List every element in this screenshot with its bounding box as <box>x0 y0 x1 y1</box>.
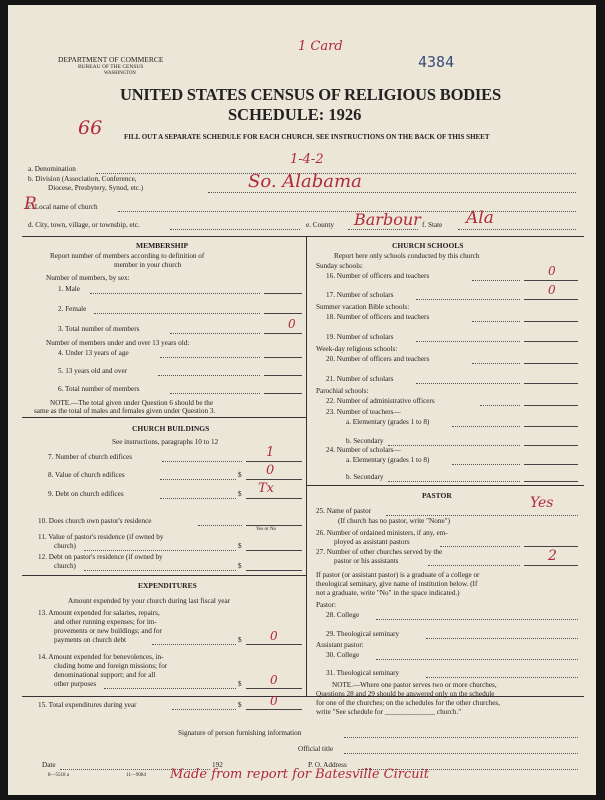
q8-leader <box>160 479 236 480</box>
q5-line <box>264 375 302 376</box>
q5-leader <box>158 375 260 376</box>
q13-line <box>246 644 302 645</box>
q7-line <box>246 461 302 462</box>
expenditures-sub: Amount expended by your church during last fiscal year <box>68 597 231 605</box>
q14-label-4: other purposes <box>54 680 97 688</box>
assistant-sub: Assistant pastor: <box>316 641 364 649</box>
q23a-leader <box>452 426 520 427</box>
pastor-title: PASTOR <box>422 491 452 500</box>
q14-label: 14. Amount expended for benevolences, in- <box>38 653 164 661</box>
q26-leader <box>440 546 520 547</box>
county-label: e. County <box>306 221 334 229</box>
by-sex-label: Number of members, by sex: <box>46 274 130 282</box>
q16-line <box>524 280 578 281</box>
buildings-divider <box>22 575 306 576</box>
schools-divider <box>306 485 584 486</box>
graduate-note-3: not a graduate, write "No" in the space indicated.) <box>316 589 460 597</box>
q25-leader <box>386 515 578 516</box>
pastor-sub: Pastor: <box>316 601 336 609</box>
q30-label: 30. College <box>326 651 360 659</box>
city-line <box>170 229 300 230</box>
membership-divider <box>22 417 306 418</box>
q2-leader <box>94 313 260 314</box>
q12-label: 12. Debt on pastor's residence (if owned by <box>38 553 163 561</box>
q23-elementary: a. Elementary (grades 1 to 8) <box>346 418 430 426</box>
q10-line <box>246 525 302 526</box>
membership-sub: Report number of members according to definition of <box>50 252 205 260</box>
q28-label: 28. College <box>326 611 360 619</box>
local-name-line <box>118 211 576 212</box>
q14-dollar: $ <box>238 680 242 688</box>
bureau-label: BUREAU OF THE CENSUS <box>78 64 144 70</box>
county-line <box>348 229 418 230</box>
pastor-note-3: for one of the churches; on the schedules for the other churches, <box>316 699 501 707</box>
q25-label: 25. Name of pastor <box>316 507 372 515</box>
q9-line <box>246 498 302 499</box>
membership-note: NOTE.—The total given under Question 6 should be the <box>50 399 214 407</box>
q24b-leader <box>388 481 520 482</box>
hw-card: 1 Card <box>298 39 343 54</box>
state-line <box>458 229 576 230</box>
q23-secondary: b. Secondary <box>346 437 384 445</box>
q1-line <box>264 293 302 294</box>
q12-leader <box>84 570 236 571</box>
q13-label-2: and other running expenses; for im- <box>54 618 157 626</box>
denomination-label: a. Denomination <box>28 165 76 173</box>
q19-leader <box>416 341 520 342</box>
q22-line <box>524 405 578 406</box>
hw-division: So. Alabama <box>248 171 362 192</box>
q10-label: 10. Does church own pastor's residence <box>38 517 152 525</box>
hw-value: 0 <box>266 463 275 478</box>
q18-line <box>524 321 578 322</box>
q11-dollar: $ <box>238 542 242 550</box>
q18-label: 18. Number of officers and teachers <box>326 313 430 321</box>
q26-line <box>524 546 578 547</box>
po-address-label: P. O. Address <box>308 761 347 769</box>
q29-label: 29. Theological seminary <box>326 630 400 638</box>
form-schedule: SCHEDULE: 1926 <box>228 105 362 124</box>
hw-q17: 0 <box>548 283 556 297</box>
form-instruction: FILL OUT A SEPARATE SCHEDULE FOR EACH CHURCH. SEE INSTRUCTIONS ON THE BACK OF THIS SHEET <box>124 133 490 141</box>
state-label: f. State <box>422 221 443 229</box>
q15-line <box>246 709 302 710</box>
hw-exp-14: 0 <box>270 673 278 687</box>
q20-line <box>524 363 578 364</box>
q5-label: 5. 13 years old and over <box>58 367 128 375</box>
pastor-note: NOTE.—Where one pastor serves two or more churches, <box>332 681 497 689</box>
q19-label: 19. Number of scholars <box>326 333 394 341</box>
q26-label: 26. Number of ordained ministers, if any, em- <box>316 529 448 537</box>
year-label: 192 <box>212 761 223 769</box>
buildings-title: CHURCH BUILDINGS <box>132 424 210 433</box>
q17-leader <box>416 299 520 300</box>
official-title-label: Official title <box>298 745 334 753</box>
hw-total-members: 0 <box>288 317 296 331</box>
yes-no-hint: Yes or No <box>256 527 277 532</box>
q11-line <box>246 550 302 551</box>
q17-line <box>524 299 578 300</box>
q20-label: 20. Number of officers and teachers <box>326 355 430 363</box>
q11-leader <box>84 550 236 551</box>
hw-pastor: Yes <box>530 495 554 511</box>
q24-elementary: a. Elementary (grades 1 to 8) <box>346 456 430 464</box>
division-line <box>208 192 576 193</box>
q13-label-3: provements or new buildings; and for <box>54 627 162 635</box>
summer-label: Summer vacation Bible schools: <box>316 303 410 311</box>
city-label-field: d. City, town, village, or township, etc. <box>28 221 140 229</box>
q31-line <box>426 677 578 678</box>
q29-line <box>426 638 578 639</box>
q3-label: 3. Total number of members <box>58 325 140 333</box>
q8-label: 8. Value of church edifices <box>48 471 125 479</box>
membership-sub-2: member in your church <box>114 261 182 269</box>
hw-exp-15: 0 <box>270 694 278 708</box>
q12-dollar: $ <box>238 562 242 570</box>
q6-label: 6. Total number of members <box>58 385 140 393</box>
hw-state: Ala <box>466 208 494 228</box>
q14-label-2: cluding home and foreign missions; for <box>54 662 168 670</box>
q6-leader <box>170 393 260 394</box>
q13-label-4: payments on church debt <box>54 636 127 644</box>
q13-dollar: $ <box>238 636 242 644</box>
q9-label: 9. Debt on church edifices <box>48 490 124 498</box>
hw-denomination: 1-4-2 <box>290 152 324 167</box>
graduate-note: If pastor (or assistant pastor) is a graduate of a college or <box>316 571 480 579</box>
signature-label: Signature of person furnishing information <box>178 729 302 737</box>
hw-edifices: 1 <box>266 445 275 460</box>
membership-note-2: same as the total of males and females given under Question 3. <box>34 407 216 415</box>
pastor-note-4: write "See schedule for ______________ church." <box>316 708 462 716</box>
q15-leader <box>172 709 236 710</box>
print-code: 11—9084 <box>126 773 146 778</box>
q12-line <box>246 570 302 571</box>
parochial-label: Parochial schools: <box>316 387 369 395</box>
membership-title: MEMBERSHIP <box>136 241 189 250</box>
form-title: UNITED STATES CENSUS OF RELIGIOUS BODIES <box>120 85 501 104</box>
q16-label: 16. Number of officers and teachers <box>326 272 430 280</box>
q25-hint: (If church has no pastor, write "None") <box>338 517 450 525</box>
schedule-number: 4384 <box>418 53 455 71</box>
official-title-line <box>344 753 578 754</box>
expenditures-title: EXPENDITURES <box>138 581 197 590</box>
q24-label: 24. Number of scholars— <box>326 446 401 454</box>
q24a-line <box>524 464 578 465</box>
q24-secondary: b. Secondary <box>346 473 384 481</box>
q20-leader <box>472 363 520 364</box>
q23b-line <box>524 445 578 446</box>
local-name-label: c. Local name of church <box>28 203 98 211</box>
q14-leader <box>104 688 236 689</box>
q14-label-3: denominational support; and for all <box>54 671 156 679</box>
hw-q16: 0 <box>548 264 556 278</box>
q4-leader <box>160 357 260 358</box>
q16-leader <box>472 280 520 281</box>
hw-r-mark: R <box>24 194 37 214</box>
q9-dollar: $ <box>238 490 242 498</box>
q27-leader <box>428 565 520 566</box>
hw-debt: Tx <box>258 481 275 496</box>
q31-label: 31. Theological seminary <box>326 669 400 677</box>
q1-label: 1. Male <box>58 285 80 293</box>
age-head: Number of members under and over 13 years old: <box>46 339 190 347</box>
q13-label: 13. Amount expended for salaries, repairs, <box>38 609 160 617</box>
date-label: Date <box>42 761 56 769</box>
q6-line <box>264 393 302 394</box>
q8-line <box>246 479 302 480</box>
q9-leader <box>160 498 236 499</box>
q18-leader <box>472 321 520 322</box>
hw-other-churches: 2 <box>548 548 557 564</box>
hw-county: Barbour <box>354 210 421 229</box>
q8-dollar: $ <box>238 471 242 479</box>
q22-label: 22. Number of administrative officers <box>326 397 435 405</box>
q15-dollar: $ <box>238 701 242 709</box>
q13-leader <box>152 644 236 645</box>
q7-leader <box>162 461 242 462</box>
q2-line <box>264 313 302 314</box>
sunday-label: Sunday schools: <box>316 262 363 270</box>
q21-label: 21. Number of scholars <box>326 375 394 383</box>
q21-leader <box>416 383 520 384</box>
q4-line <box>264 357 302 358</box>
q10-leader <box>198 525 242 526</box>
q24a-leader <box>452 464 520 465</box>
q27-line <box>524 565 578 566</box>
buildings-sub: See instructions, paragraphs 10 to 12 <box>112 438 219 446</box>
census-form-sheet <box>8 5 596 795</box>
q27-label-2: pastor or his assistants <box>334 557 399 565</box>
q26-label-2: ployed as assistant pastors <box>334 538 410 546</box>
hw-code: 66 <box>78 117 103 139</box>
hw-note: Made from report for Batesville Circuit <box>170 767 430 782</box>
q3-line <box>264 333 302 334</box>
q3-leader <box>170 333 260 334</box>
q11-label: 11. Value of pastor's residence (if owned by <box>38 533 164 541</box>
weekday-label: Week-day religious schools: <box>316 345 398 353</box>
city-label: WASHINGTON <box>104 71 136 76</box>
frame-top <box>22 236 584 237</box>
q11-label-2: church) <box>54 542 76 550</box>
form-code: 8—5518 a <box>48 773 69 778</box>
q23-label: 23. Number of teachers— <box>326 408 401 416</box>
q7-label: 7. Number of church edifices <box>48 453 133 461</box>
column-divider <box>306 236 307 696</box>
graduate-note-2: theological seminary, give name of institution below. (If <box>316 580 478 588</box>
q24b-line <box>524 481 578 482</box>
q21-line <box>524 383 578 384</box>
q27-label: 27. Number of other churches served by the <box>316 548 443 556</box>
q17-label: 17. Number of scholars <box>326 291 394 299</box>
division-label: b. Division (Association, Conference, <box>28 175 137 183</box>
q14-line <box>246 688 302 689</box>
dept-label: DEPARTMENT OF COMMERCE <box>58 55 164 64</box>
frame-bottom <box>22 696 584 697</box>
q23a-line <box>524 426 578 427</box>
pastor-note-2: Questions 28 and 29 should be answered only on the schedule <box>316 690 495 698</box>
q1-leader <box>90 293 260 294</box>
q22-leader <box>480 405 520 406</box>
schools-title: CHURCH SCHOOLS <box>392 241 464 250</box>
q19-line <box>524 341 578 342</box>
q28-line <box>376 619 578 620</box>
q12-label-2: church) <box>54 562 76 570</box>
q2-label: 2. Female <box>58 305 87 313</box>
q4-label: 4. Under 13 years of age <box>58 349 129 357</box>
q30-line <box>376 659 578 660</box>
hw-exp-13: 0 <box>270 629 278 643</box>
division-label-2: Diocese, Presbytery, Synod, etc.) <box>48 184 144 192</box>
q15-label: 15. Total expenditures during year <box>38 701 137 709</box>
q23b-leader <box>388 445 520 446</box>
schools-sub: Report here only schools conducted by this church <box>334 252 480 260</box>
signature-line <box>344 737 578 738</box>
